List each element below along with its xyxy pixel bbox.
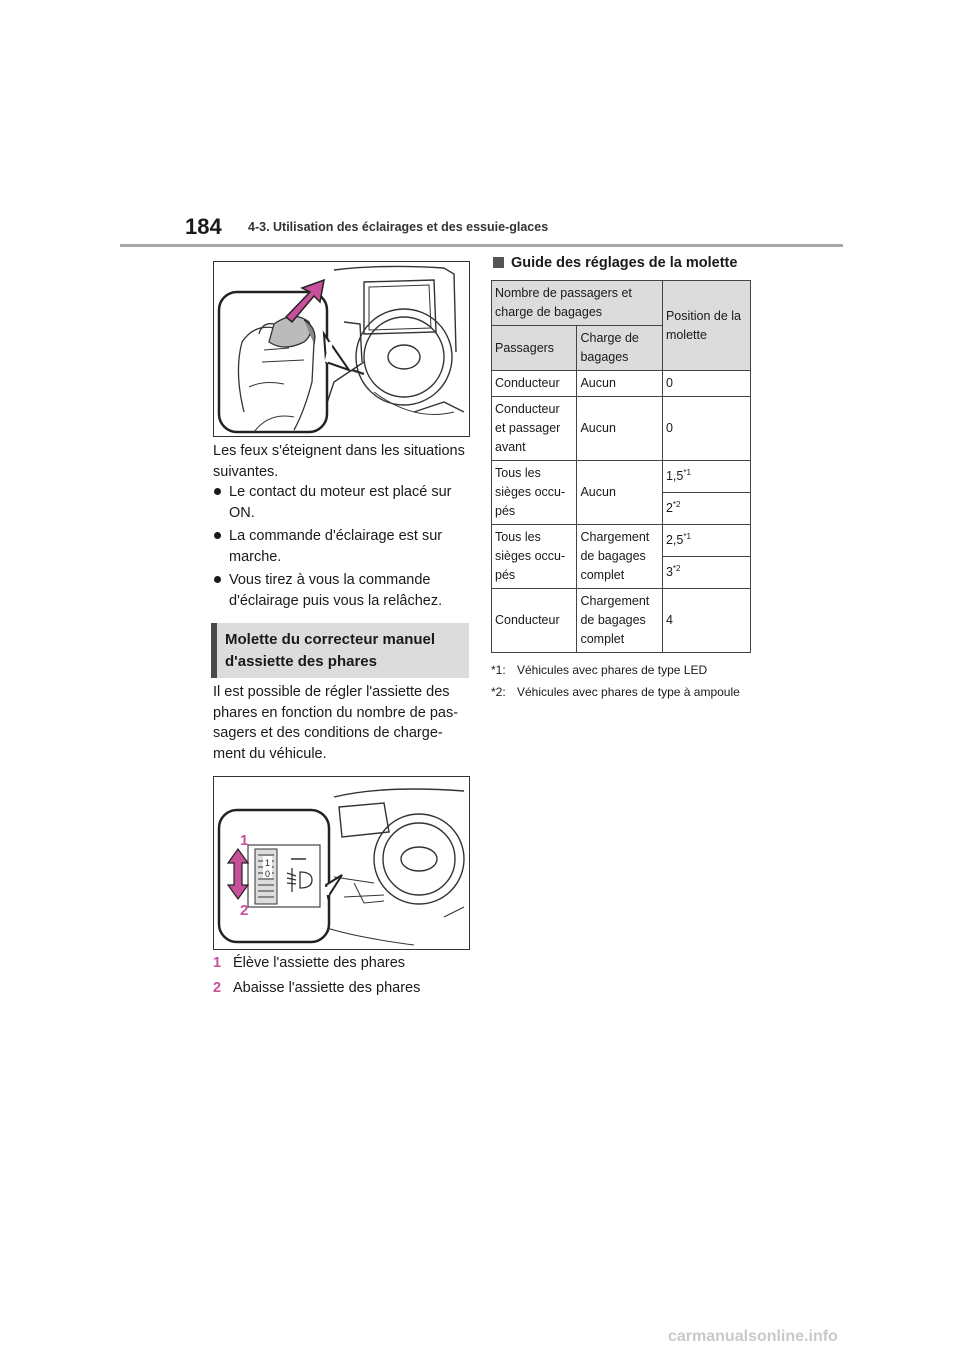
footnote-mark: *2	[672, 563, 681, 573]
table-title-text: Guide des réglages de la molette	[511, 255, 738, 271]
step-text: Abaisse l'assiette des phares	[233, 979, 421, 996]
footnotes	[491, 661, 751, 705]
header-load-cell: Charge de bagages	[577, 326, 662, 371]
bullet-list	[213, 482, 473, 614]
position-value: 2	[665, 501, 673, 515]
bullet-item: La commande d'éclairage est sur marche.	[213, 526, 473, 567]
lever-illustration	[213, 261, 470, 437]
step-item	[213, 953, 473, 974]
load-cell: Aucun	[577, 461, 662, 525]
header-divider	[120, 244, 843, 247]
page-number: 184	[185, 214, 222, 239]
lever-drawing	[214, 262, 469, 436]
footnote-mark: *2	[672, 499, 681, 509]
step-list	[213, 953, 473, 1002]
table-row	[492, 525, 751, 557]
position-cell: 4	[662, 589, 750, 653]
position-value: 2,5	[665, 533, 684, 547]
square-bullet-icon	[493, 257, 504, 268]
header-position-cell: Position de la molette	[662, 281, 750, 371]
position-cell	[662, 493, 750, 525]
table-row	[492, 589, 751, 653]
position-cell	[662, 557, 750, 589]
footnote-mark: *1	[683, 531, 691, 541]
section-title: 4-3. Utilisation des éclairages et des essuie-glaces	[248, 220, 549, 234]
footnote-text: Véhicules avec phares de type à ampoule	[517, 685, 740, 699]
position-cell: 0	[662, 397, 750, 461]
footnote-item	[491, 661, 751, 679]
step-item	[213, 978, 473, 999]
footnote-text: Véhicules avec phares de type LED	[517, 663, 708, 677]
bullet-item: Vous tirez à vous la commande d'éclairage puis vous la relâchez.	[213, 570, 473, 611]
position-cell	[662, 461, 750, 493]
footnote-mark: *1	[683, 467, 691, 477]
section-heading: Molette du correcteur manuel d'assiette des phares	[211, 623, 469, 678]
table-header-row	[492, 281, 751, 326]
passengers-cell: Tous les sièges occu-pés	[492, 461, 577, 525]
table-row	[492, 371, 751, 397]
passengers-cell: Conducteur et passager avant	[492, 397, 577, 461]
load-cell: Aucun	[577, 397, 662, 461]
step-number: 1	[213, 955, 222, 971]
step-number: 2	[213, 979, 222, 996]
header-passengers-cell: Passagers	[492, 326, 577, 371]
passengers-cell: Conducteur	[492, 589, 577, 653]
figure-label-2: 2	[240, 902, 249, 919]
position-value: 3	[665, 565, 673, 579]
body-paragraph: Il est possible de régler l'assiette des phares en fonction du nombre de pas-sagers et des conditions de charge-ment du véhicule.	[213, 684, 459, 762]
position-cell: 0	[662, 371, 750, 397]
step-text: Élève l'assiette des phares	[233, 955, 406, 971]
position-value: 1,5	[665, 469, 684, 483]
table-row	[492, 397, 751, 461]
figure-label-1: 1	[240, 832, 249, 849]
intro-paragraph: Les feux s'éteignent dans les situations suivantes.	[213, 443, 465, 480]
dial-mark-0: 0	[264, 869, 271, 879]
header-group-cell: Nombre de passagers et charge de bagages	[492, 281, 663, 326]
footnote-marker: *2:	[491, 685, 506, 699]
dial-drawing	[214, 777, 469, 949]
dial-settings-table	[491, 280, 751, 653]
load-cell: Chargement de bagages complet	[577, 525, 662, 589]
dial-illustration	[213, 776, 470, 950]
load-cell: Aucun	[577, 371, 662, 397]
position-cell	[662, 525, 750, 557]
table-title	[493, 255, 737, 271]
footnote-item	[491, 683, 751, 701]
passengers-cell: Conducteur	[492, 371, 577, 397]
bullet-item: Le contact du moteur est placé sur ON.	[213, 482, 473, 523]
dial-mark-1: 1	[264, 858, 271, 868]
footnote-marker: *1:	[491, 663, 506, 677]
table-row	[492, 461, 751, 493]
watermark: carmanualsonline.info	[668, 1328, 838, 1345]
passengers-cell: Tous les sièges occu-pés	[492, 525, 577, 589]
load-cell: Chargement de bagages complet	[577, 589, 662, 653]
